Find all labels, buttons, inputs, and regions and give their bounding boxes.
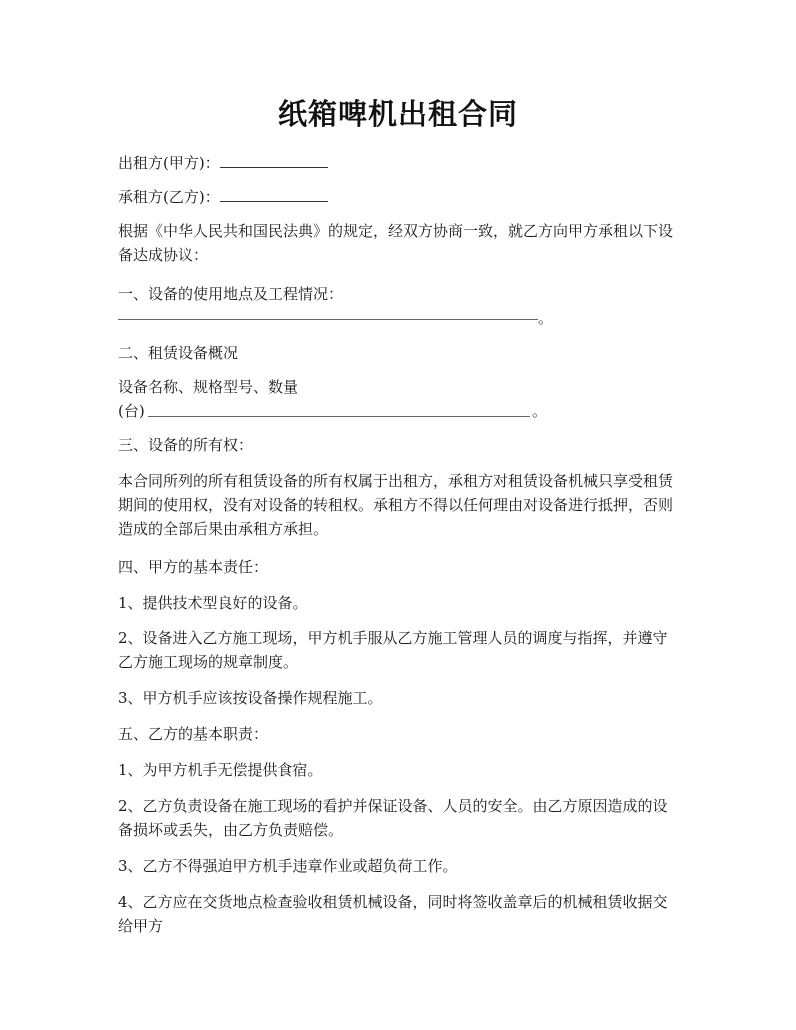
section4-item-2: 2、设备进入乙方施工现场，甲方机手服从乙方施工管理人员的调度与指挥，并遵守乙方施工现场的规章制度。	[118, 629, 668, 671]
section4-heading: 四、甲方的基本责任：	[118, 558, 269, 576]
lessor-blank	[220, 150, 328, 168]
section3-heading: 三、设备的所有权：	[118, 436, 254, 454]
section5-item-2: 2、乙方负责设备在施工现场的看护并保证设备、人员的安全。由乙方原因造成的设备损坏或丢失，由乙方负责赔偿。	[118, 797, 668, 839]
section2-unit-label: (台)	[118, 402, 145, 420]
lessor-line	[118, 150, 688, 175]
lessor-label: 出租方(甲方)：	[118, 154, 220, 172]
section5-item-4: 4、乙方应在交货地点检查验收租赁机械设备，同时将签收盖章后的机械租赁收据交给甲方	[118, 893, 668, 935]
section1-heading: 一、设备的使用地点及工程情况：	[118, 285, 344, 303]
section2-quantity-line	[118, 399, 688, 423]
document-title: 纸箱啤机出租合同	[277, 97, 518, 131]
section1-blank	[118, 319, 538, 320]
section2-equipment-label: 设备名称、规格型号、数量	[118, 378, 299, 396]
section4-item-3: 3、甲方机手应该按设备操作规程施工。	[118, 689, 383, 707]
section5-heading: 五、乙方的基本职责：	[118, 725, 269, 743]
section1-tail: 。	[538, 309, 554, 327]
section2-blank	[148, 416, 530, 417]
lessee-blank	[220, 184, 328, 202]
section5-item-1: 1、为甲方机手无偿提供食宿。	[118, 761, 323, 779]
lessee-label: 承租方(乙方)：	[118, 188, 220, 206]
intro-paragraph: 根据《中华人民共和国民法典》的规定，经双方协商一致，就乙方向甲方承租以下设备达成协议：	[118, 222, 674, 264]
section2-heading: 二、租赁设备概况	[118, 344, 239, 362]
section5-item-3: 3、乙方不得强迫甲方机手违章作业或超负荷工作。	[118, 857, 458, 875]
section2-tail: 。	[532, 402, 548, 420]
section3-body: 本合同所列的所有租赁设备的所有权属于出租方，承租方对租赁设备机械只享受租赁期间的使用权，没有对设备的转租权。承租方不得以任何理由对设备进行抵押，否则造成的全部后果由承租方承担。	[118, 472, 674, 538]
lessee-line	[118, 184, 688, 209]
section4-item-1: 1、提供技术型良好的设备。	[118, 594, 308, 612]
